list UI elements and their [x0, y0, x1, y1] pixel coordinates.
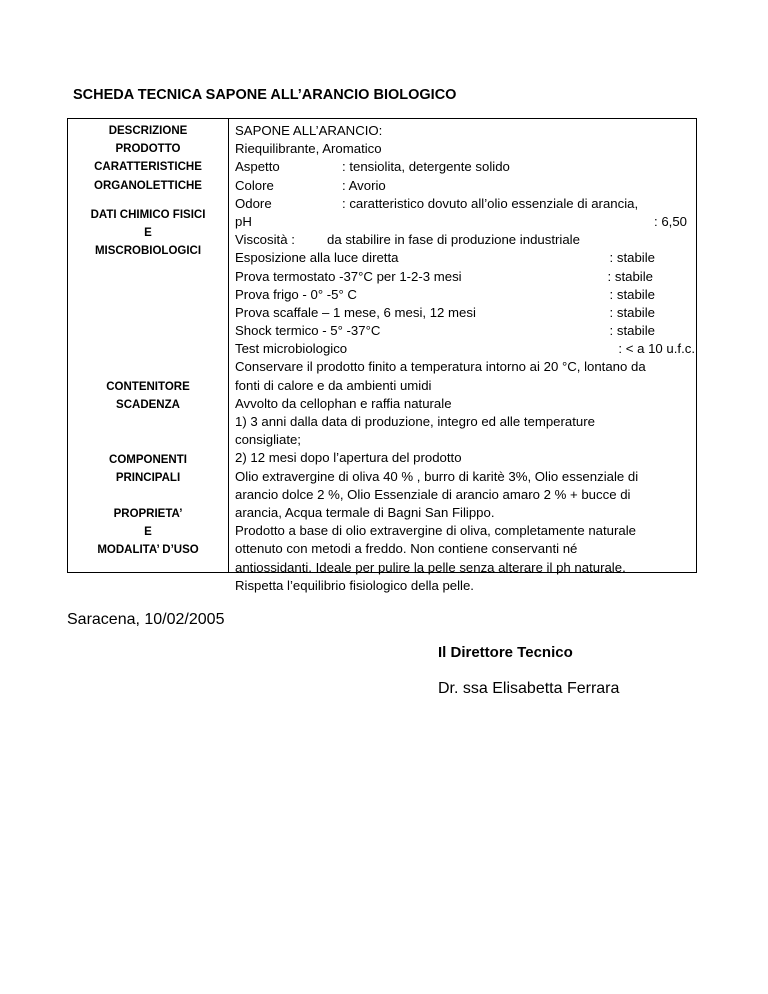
detail-line: [235, 522, 695, 540]
detail-line: [235, 140, 695, 158]
row-label: Viscosità :: [235, 232, 295, 248]
detail-line: [235, 504, 695, 522]
detail-row-frigo: [235, 286, 695, 304]
expiry-text: consigliate;: [235, 432, 301, 448]
container-text: Avvolto da cellophan e raffia naturale: [235, 395, 452, 411]
row-label: Prova scaffale – 1 mese, 6 mesi, 12 mesi: [235, 304, 476, 320]
detail-row-colore: [235, 177, 695, 195]
detail-line: [235, 395, 695, 413]
detail-line: [235, 577, 695, 595]
row-label: Prova frigo - 0° -5° C: [235, 286, 357, 302]
components-text: Olio extravergine di oliva 40 % , burro di karitè 3%, Olio essenziale di: [235, 468, 639, 484]
detail-row-aspetto: [235, 158, 695, 176]
row-label: Aspetto: [235, 159, 280, 175]
storage-note: Conservare il prodotto finito a temperatura intorno ai 20 °C, lontano da: [235, 359, 646, 375]
row-label: pH: [235, 213, 252, 229]
detail-line: [235, 122, 695, 140]
document-title: SCHEDA TECNICA SAPONE ALL’ARANCIO BIOLOGICO: [73, 87, 457, 103]
storage-note: fonti di calore e da ambienti umidi: [235, 377, 432, 393]
label-dati-chimico-fisici: DATI CHIMICO FISICI E MISCROBIOLOGICI: [90, 209, 206, 258]
signature-name: Dr. ssa Elisabetta Ferrara: [438, 680, 620, 697]
place-date: Saracena, 10/02/2005: [67, 611, 225, 628]
expiry-text: 2) 12 mesi dopo l’apertura del prodotto: [235, 450, 462, 466]
row-value: : Avorio: [342, 177, 386, 193]
detail-row-scaffale: [235, 304, 695, 322]
detail-line: [235, 449, 695, 467]
row-value: : tensiolita, detergente solido: [342, 159, 510, 175]
detail-line: [235, 468, 695, 486]
row-value: : stabile: [609, 304, 655, 320]
detail-row-odore: [235, 195, 695, 213]
row-label: Colore: [235, 177, 274, 193]
detail-row-microbiologico: [235, 340, 695, 358]
properties-text: antiossidanti. Ideale per pulire la pelle senza alterare il ph naturale.: [235, 559, 626, 575]
row-label: Test microbiologico: [235, 341, 348, 357]
row-value: : 6,50: [654, 213, 687, 229]
detail-row-ph: [235, 213, 695, 231]
row-value: : < a 10 u.f.c.: [618, 341, 695, 357]
components-text: arancio dolce 2 %, Olio Essenziale di arancio amaro 2 % + bucce di: [235, 486, 631, 502]
row-value: : stabile: [607, 268, 653, 284]
product-details: [235, 122, 695, 595]
row-label: Esposizione alla luce diretta: [235, 250, 399, 266]
components-text: arancia, Acqua termale di Bagni San Filippo.: [235, 504, 495, 520]
row-value: : stabile: [609, 323, 655, 339]
row-label: Prova termostato -37°C per 1-2-3 mesi: [235, 268, 462, 284]
properties-text: Rispetta l’equilibrio fisiologico della pelle.: [235, 577, 474, 593]
detail-line: [235, 413, 695, 431]
row-label: Odore: [235, 195, 272, 211]
product-properties: Riequilibrante, Aromatico: [235, 141, 382, 157]
detail-line: [235, 358, 695, 376]
properties-text: ottenuto con metodi a freddo. Non contiene conservanti né: [235, 541, 578, 557]
detail-row-esposizione: [235, 249, 695, 267]
label-proprieta-modalita: PROPRIETA’ E MODALITA’ D’USO: [97, 508, 199, 557]
detail-line: [235, 377, 695, 395]
technical-sheet-table: [67, 118, 697, 593]
expiry-text: 1) 3 anni dalla data di produzione, integro ed alle temperature: [235, 414, 595, 429]
row-value: : caratteristico dovuto all’olio essenziale di arancia,: [342, 195, 639, 211]
detail-line: [235, 431, 695, 449]
detail-row-viscosita: [235, 231, 695, 249]
row-label: Shock termico - 5° -37°C: [235, 323, 381, 339]
detail-line: [235, 486, 695, 504]
detail-row-termostato: [235, 268, 695, 286]
row-value: : stabile: [609, 286, 655, 302]
label-descrizione-prodotto: DESCRIZIONE PRODOTTO CARATTERISTICHE ORGANOLETTICHE: [94, 125, 202, 192]
product-name: SAPONE ALL’ARANCIO:: [235, 123, 383, 138]
properties-text: Prodotto a base di olio extravergine di oliva, completamente naturale: [235, 523, 636, 539]
row-value: : stabile: [609, 250, 655, 266]
detail-line: [235, 559, 695, 577]
column-divider: [228, 119, 229, 572]
signature-title: Il Direttore Tecnico: [438, 644, 573, 661]
row-value: da stabilire in fase di produzione industriale: [327, 232, 580, 248]
detail-line: [235, 540, 695, 558]
label-componenti-principali: COMPONENTI PRINCIPALI: [109, 454, 187, 485]
detail-row-shock: [235, 322, 695, 340]
label-contenitore-scadenza: CONTENITORE SCADENZA: [106, 381, 190, 412]
